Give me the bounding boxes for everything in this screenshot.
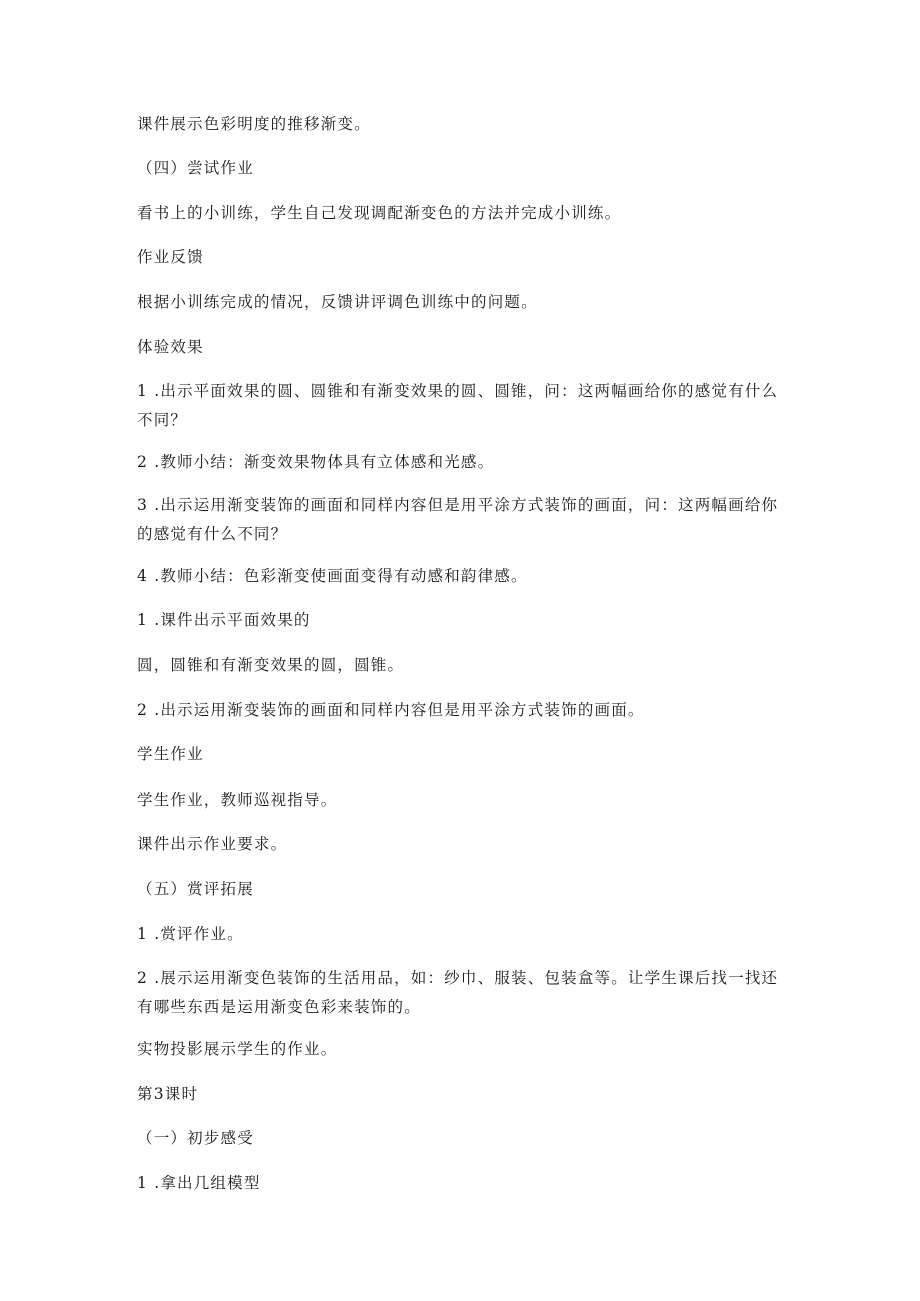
section-heading: （一）初步感受 bbox=[137, 1129, 254, 1147]
lesson-heading: 第3课时 bbox=[137, 1085, 199, 1103]
section-heading: （五）赏评拓展 bbox=[137, 880, 254, 898]
paragraph: 课件展示色彩明度的推移渐变。 bbox=[137, 115, 371, 133]
list-item: 4 .教师小结：色彩渐变使画面变得有动感和韵律感。 bbox=[137, 567, 528, 585]
paragraph: 学生作业，教师巡视指导。 bbox=[137, 791, 338, 809]
paragraph: 圆，圆锥和有渐变效果的圆，圆锥。 bbox=[137, 656, 405, 674]
section-heading: 学生作业 bbox=[137, 745, 204, 763]
section-heading: 作业反馈 bbox=[137, 248, 204, 266]
paragraph: 实物投影展示学生的作业。 bbox=[137, 1040, 338, 1058]
list-item: 1 .出示平面效果的圆、圆锥和有渐变效果的圆、圆锥，问：这两幅画给你的感觉有什么不同？ bbox=[137, 382, 779, 429]
paragraph: 看书上的小训练，学生自己发现调配渐变色的方法并完成小训练。 bbox=[137, 204, 622, 222]
list-item: 1 .赏评作业。 bbox=[137, 925, 244, 943]
list-item: 1 .课件出示平面效果的 bbox=[137, 611, 311, 629]
list-item: 3 .出示运用渐变装饰的画面和同样内容但是用平涂方式装饰的画面，问：这两幅画给你的感觉有什么不同？ bbox=[137, 496, 779, 543]
section-heading: 体验效果 bbox=[137, 338, 204, 356]
list-item: 2 .出示运用渐变装饰的画面和同样内容但是用平涂方式装饰的画面。 bbox=[137, 701, 645, 719]
list-item: 1 .拿出几组模型 bbox=[137, 1174, 261, 1192]
list-item: 2 .教师小结：渐变效果物体具有立体感和光感。 bbox=[137, 453, 495, 471]
paragraph: 课件出示作业要求。 bbox=[137, 835, 288, 853]
paragraph: 根据小训练完成的情况，反馈讲评调色训练中的问题。 bbox=[137, 293, 538, 311]
list-item: 2 .展示运用渐变色装饰的生活用品，如：纱巾、服装、包装盒等。让学生课后找一找还有哪些东西是运用渐变色彩来装饰的。 bbox=[137, 969, 779, 1016]
section-heading: （四）尝试作业 bbox=[137, 159, 254, 177]
